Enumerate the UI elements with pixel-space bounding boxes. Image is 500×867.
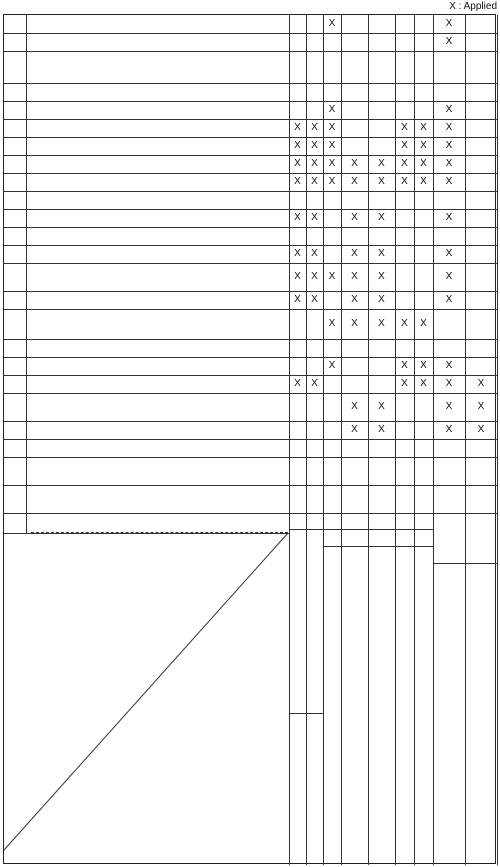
applied-mark: X [294,139,301,151]
applied-mark: X [420,157,427,169]
column-divider [414,15,415,865]
row-divider [4,191,497,192]
applied-mark: X [294,175,301,187]
applied-mark: X [328,17,336,29]
applied-mark: X [311,247,318,259]
row-divider [4,485,497,486]
applied-mark: X [445,121,453,133]
row-divider [4,51,497,52]
applied-mark: X [311,270,318,282]
applied-mark: X [378,211,385,223]
applied-mark: X [351,157,358,169]
applied-mark: X [420,121,427,133]
applied-mark: X [445,103,453,115]
trouble-table [3,14,496,864]
applied-mark: X [420,359,427,371]
applied-mark: X [328,139,336,151]
column-divider [306,15,307,865]
row-divider [4,393,497,394]
applied-mark: X [477,377,485,389]
column-divider [497,15,498,865]
applied-mark: X [445,359,453,371]
column-divider [368,15,369,865]
applied-mark: X [294,211,301,223]
applied-mark: X [328,317,336,329]
applied-mark: X [378,175,385,187]
applied-mark: X [401,157,408,169]
row-divider [4,339,497,340]
symptom-cause-diagonal [4,533,289,853]
header-divider [433,563,497,564]
column-divider [433,15,434,865]
applied-mark: X [351,247,358,259]
column-divider [395,15,396,865]
applied-mark: X [420,377,427,389]
applied-mark: X [378,157,385,169]
applied-mark: X [445,211,453,223]
applied-mark: X [351,423,358,435]
row-divider [4,119,497,120]
column-divider [289,15,290,865]
row-divider [4,263,497,264]
applied-mark: X [445,270,453,282]
row-divider [4,457,497,458]
applied-mark: X [477,400,485,412]
applied-mark: X [445,423,453,435]
applied-mark: X [401,121,408,133]
column-divider [323,15,324,865]
applied-mark: X [401,139,408,151]
applied-mark: X [445,139,453,151]
header-divider [289,529,433,530]
row-divider [4,209,497,210]
applied-mark: X [378,423,385,435]
row-divider [4,513,497,514]
row-divider [4,155,497,156]
applied-mark: X [445,17,453,29]
row-divider [4,439,497,440]
applied-mark: X [445,157,453,169]
applied-mark: X [401,175,408,187]
applied-mark: X [351,211,358,223]
row-divider [4,137,497,138]
applied-mark: X [445,293,453,305]
applied-mark: X [294,293,301,305]
applied-mark: X [445,175,453,187]
applied-mark: X [294,270,301,282]
applied-mark: X [311,121,318,133]
applied-mark: X [378,270,385,282]
no-divider [26,15,27,533]
row-divider [4,421,497,422]
applied-mark: X [328,121,336,133]
applied-mark: X [311,211,318,223]
applied-mark: X [445,35,453,47]
applied-mark: X [294,247,301,259]
applied-mark: X [311,157,318,169]
applied-mark: X [378,293,385,305]
applied-mark: X [378,317,385,329]
applied-mark: X [328,157,336,169]
row-divider [4,173,497,174]
applied-mark: X [445,247,453,259]
applied-mark: X [311,293,318,305]
applied-mark: X [351,175,358,187]
applied-mark: X [328,270,336,282]
column-divider [465,15,466,865]
applied-mark: X [311,175,318,187]
row-divider [4,33,497,34]
applied-mark: X [401,317,408,329]
applied-mark: X [294,377,301,389]
applied-mark: X [445,377,453,389]
applied-mark: X [294,121,301,133]
row-divider [4,291,497,292]
row-divider [4,227,497,228]
row-divider [4,309,497,310]
applied-mark: X [420,175,427,187]
row-divider [4,245,497,246]
applied-mark: X [328,359,336,371]
applied-mark: X [378,400,385,412]
header-divider [323,546,433,547]
applied-mark: X [477,423,485,435]
applied-mark: X [378,247,385,259]
applied-mark: X [328,103,336,115]
applied-mark: X [351,400,358,412]
applied-mark: X [351,317,358,329]
applied-mark: X [445,400,453,412]
applied-mark: X [351,270,358,282]
row-divider [4,83,497,84]
row-divider [4,101,497,102]
applied-mark: X [328,175,336,187]
applied-mark: X [294,157,301,169]
column-divider [341,15,342,865]
applied-mark: X [351,293,358,305]
applied-mark: X [401,377,408,389]
applied-mark: X [420,139,427,151]
legend: X : Applied [449,1,497,12]
applied-mark: X [401,359,408,371]
applied-mark: X [311,139,318,151]
header-divider [289,713,323,714]
row-divider [4,375,497,376]
applied-mark: X [420,317,427,329]
applied-mark: X [311,377,318,389]
row-divider [4,357,497,358]
